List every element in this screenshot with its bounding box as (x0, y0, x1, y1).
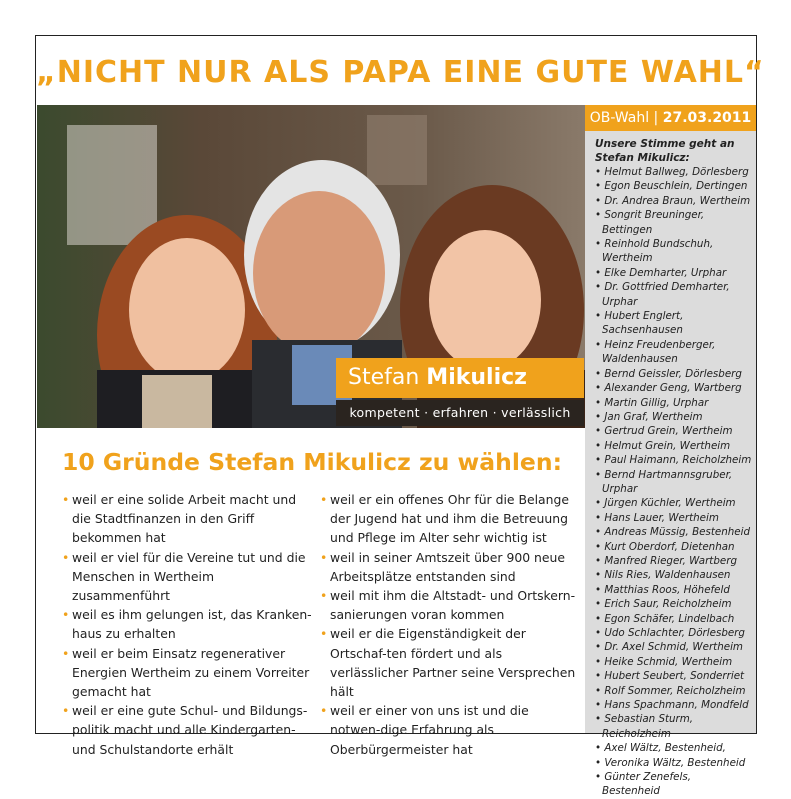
list-item: • Hans Lauer, Wertheim (595, 511, 752, 525)
list-item: • Kurt Oberdorf, Dietenhan (595, 540, 752, 554)
list-item: • Dr. Gottfried Demharter, Urphar (595, 280, 752, 309)
candidate-name (336, 358, 584, 398)
headline: „NICHT NUR ALS PAPA EINE GUTE WAHL“ (36, 55, 765, 90)
candidate-first-name: Stefan (348, 365, 420, 390)
list-item: • Rolf Sommer, Reicholzheim (595, 684, 752, 698)
list-item: • Veronika Wältz, Bestenheid (595, 756, 752, 770)
list-item: • Manfred Rieger, Wartberg (595, 554, 752, 568)
list-item: • Udo Schlachter, Dörlesberg (595, 626, 752, 640)
candidate-last-name: Mikulicz (426, 365, 527, 390)
supporters-sidebar (585, 105, 756, 798)
reasons-title: 10 Gründe Stefan Mikulicz zu wählen: (62, 448, 562, 476)
list-item: • Heike Schmid, Wertheim (595, 655, 752, 669)
reason-item: • weil er beim Einsatz regenerativer Energien Wertheim zu einem Vorreiter gemacht hat (62, 644, 312, 702)
candidate-tagline: kompetent · erfahren · verlässlich (336, 400, 584, 426)
list-item: • Gertrud Grein, Wertheim (595, 424, 752, 438)
list-item: • Hubert Seubert, Sonderriet (595, 669, 752, 683)
list-item: • Matthias Roos, Höhefeld (595, 583, 752, 597)
supporters-list (585, 165, 756, 799)
list-item: • Egon Beuschlein, Dertingen (595, 179, 752, 193)
list-item: • Songrit Breuninger, Bettingen (595, 208, 752, 237)
reason-item: • weil er die Eigenständigkeit der Ortschaf-ten fördert und als verlässlicher Partner seine Versprechen hält (320, 624, 578, 701)
list-item: • Helmut Grein, Wertheim (595, 439, 752, 453)
reasons-list-left (62, 490, 312, 759)
list-item: • Bernd Hartmannsgruber, Urphar (595, 468, 752, 497)
reason-item: • weil mit ihm die Altstadt- und Ortskern-sanierungen voran kommen (320, 586, 578, 624)
list-item: • Bernd Geissler, Dörlesberg (595, 367, 752, 381)
list-item: • Paul Haimann, Reicholzheim (595, 453, 752, 467)
list-item: • Axel Wältz, Bestenheid, (595, 741, 752, 755)
list-item: • Erich Saur, Reicholzheim (595, 597, 752, 611)
reasons-list-right (320, 490, 578, 759)
reason-item: • weil er einer von uns ist und die notwen-dige Erfahrung als Oberbürgermeister hat (320, 701, 578, 759)
list-item: • Nils Ries, Waldenhausen (595, 568, 752, 582)
reason-item: • weil er eine gute Schul- und Bildungs-politik macht und alle Kindergarten- und Schulstandorte erhält (62, 701, 312, 759)
list-item: • Elke Demharter, Urphar (595, 266, 752, 280)
reason-item: • weil er viel für die Vereine tut und die Menschen in Wertheim zusammenführt (62, 548, 312, 606)
list-item: • Egon Schäfer, Lindelbach (595, 612, 752, 626)
list-item: • Hubert Englert, Sachsenhausen (595, 309, 752, 338)
list-item: • Dr. Axel Schmid, Wertheim (595, 640, 752, 654)
list-item: • Dr. Andrea Braun, Wertheim (595, 194, 752, 208)
list-item: • Helmut Ballweg, Dörlesberg (595, 165, 752, 179)
reason-item: • weil in seiner Amtszeit über 900 neue Arbeitsplätze entstanden sind (320, 548, 578, 586)
list-item: • Jan Graf, Wertheim (595, 410, 752, 424)
list-item: • Alexander Geng, Wartberg (595, 381, 752, 395)
list-item: • Reinhold Bundschuh, Wertheim (595, 237, 752, 266)
election-label: OB-Wahl | (589, 110, 663, 126)
list-item: • Hans Spachmann, Mondfeld (595, 698, 752, 712)
reason-item: • weil er eine solide Arbeit macht und die Stadtfinanzen in den Griff bekommen hat (62, 490, 312, 548)
list-item: • Heinz Freudenberger, Waldenhausen (595, 338, 752, 367)
list-item: • Andreas Müssig, Bestenheid (595, 525, 752, 539)
reason-item: • weil er ein offenes Ohr für die Belange der Jugend hat und ihm die Betreuung und Pflege im Alter sehr wichtig ist (320, 490, 578, 548)
supporters-intro: Unsere Stimme geht an Stefan Mikulicz: (595, 138, 735, 164)
list-item: • Sebastian Sturm, Reicholzheim (595, 712, 752, 741)
list-item: • Günter Zenefels, Bestenheid (595, 770, 752, 799)
reason-item: • weil es ihm gelungen ist, das Kranken-haus zu erhalten (62, 605, 312, 643)
election-header (585, 105, 756, 131)
list-item: • Martin Gillig, Urphar (595, 396, 752, 410)
election-date: 27.03.2011 (662, 110, 752, 126)
list-item: • Jürgen Küchler, Wertheim (595, 496, 752, 510)
